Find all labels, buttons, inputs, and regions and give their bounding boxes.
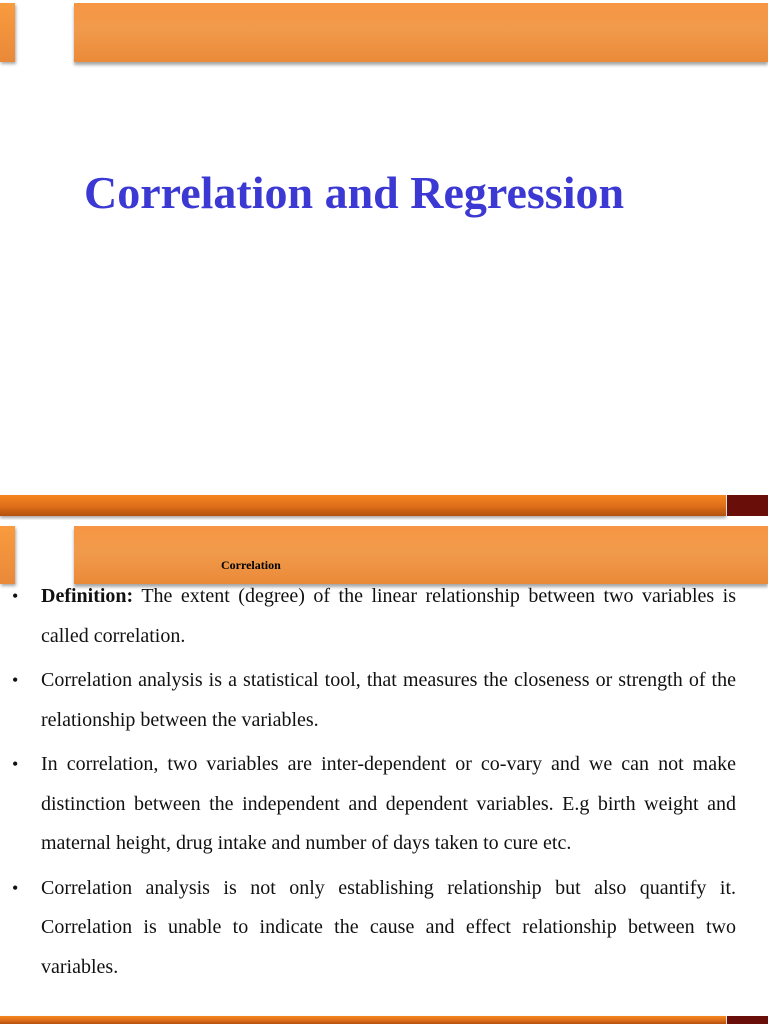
bullet-item <box>0 745 736 864</box>
header-tab-left <box>0 526 15 584</box>
bullet-list <box>0 577 736 992</box>
footer-block <box>727 495 768 516</box>
bullet-lead: Definition: <box>41 585 134 607</box>
bullet-item <box>0 869 736 988</box>
footer-block <box>727 1016 768 1024</box>
bullet-icon: • <box>12 670 19 690</box>
bullet-text: The extent (degree) of the linear relationship between two variables is called correlation. <box>41 585 736 647</box>
header-band <box>74 3 768 62</box>
bullet-text: In correlation, two variables are inter-dependent or co-vary and we can not make distinction between the independent and dependent variables. E.g birth weight and maternal height, drug intake and number of days taken to cure etc. <box>41 753 736 854</box>
slide-title: Correlation and Regression <box>84 167 625 218</box>
bullet-icon: • <box>12 586 19 606</box>
bullet-icon: • <box>12 754 19 774</box>
footer-bar <box>0 495 726 516</box>
bullet-item <box>0 577 736 656</box>
footer-bar <box>0 1016 726 1024</box>
bullet-text: Correlation analysis is a statistical tool, that measures the closeness or strength of the relationship between the variables. <box>41 669 736 731</box>
bullet-icon: • <box>12 877 19 898</box>
header-band <box>74 526 768 584</box>
bullet-item <box>0 661 736 740</box>
correlation-slide <box>0 520 768 1024</box>
bullet-text: Correlation analysis is not only establishing relationship but also quantify it. Correlation is unable to indicate the cause and effect relationship between two variables. <box>41 876 736 978</box>
header-tab-left <box>0 3 15 62</box>
slide-heading: Correlation <box>221 558 281 572</box>
